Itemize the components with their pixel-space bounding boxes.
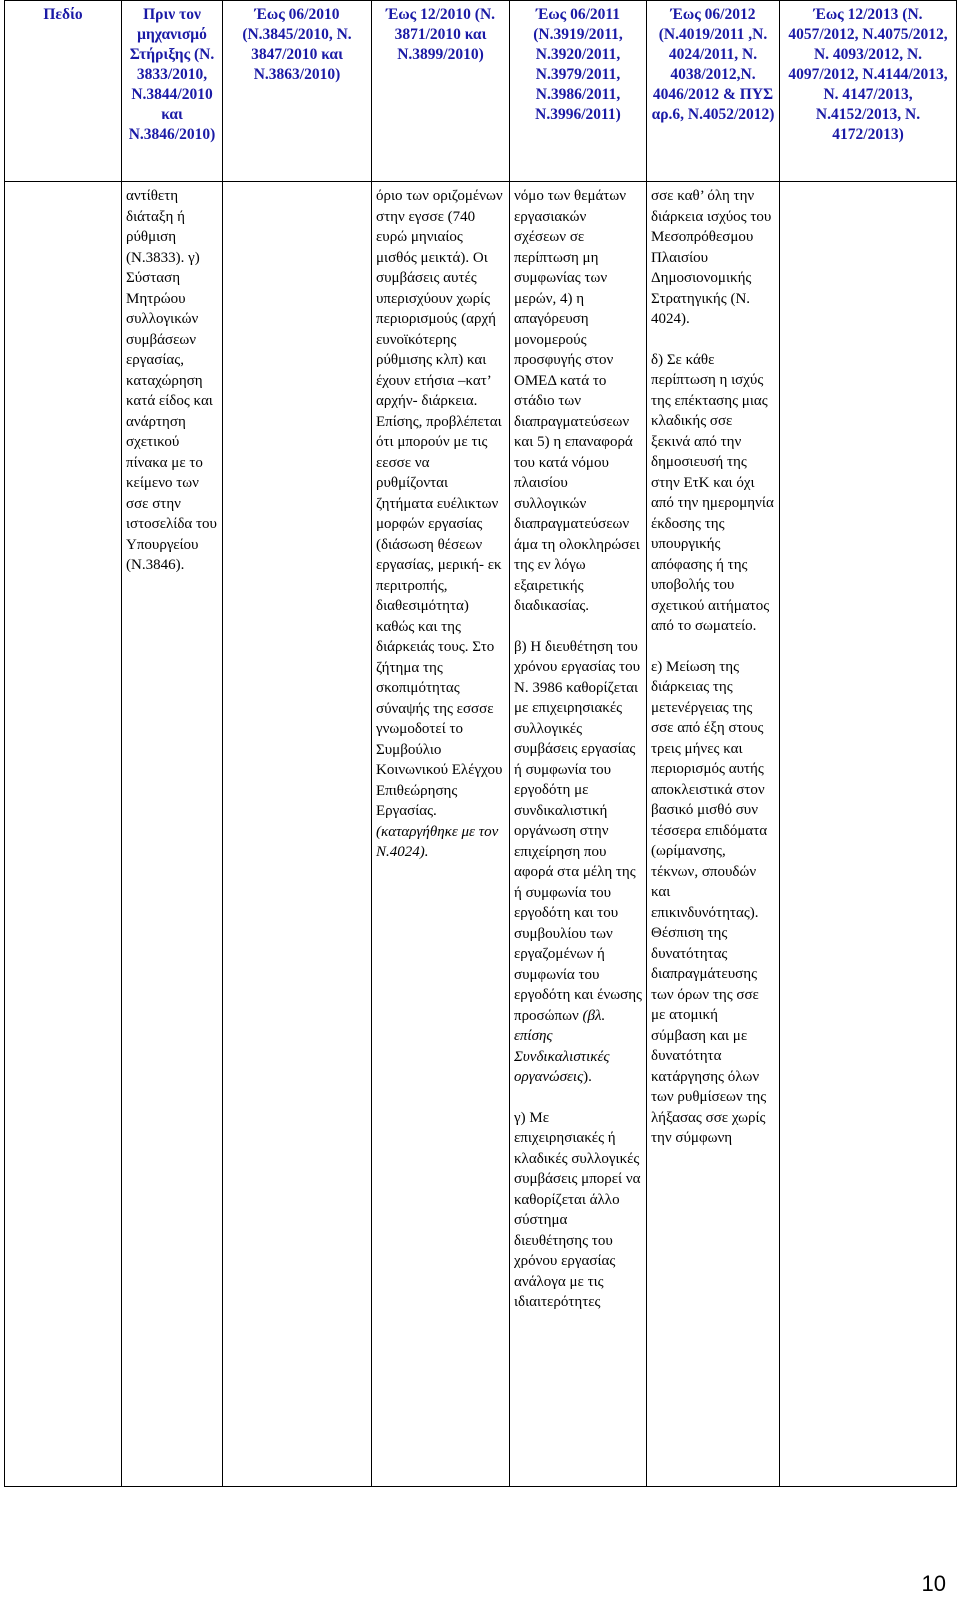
- paragraph: νόμο των θεμάτων εργασιακών σχέσεων σε περίπτωση μη συμφωνίας των μερών, 4) η απαγόρευση μονομερούς προσφυγής στον ΟΜΕΔ κατά το στάδιο των διαπραγματεύσεων και 5) η επαναφορά του κατά νόμου πλαισίου συλλογικών διαπραγματεύσεων άμα τη ολοκληρώσει της εν λόγω εξαιρετικής διαδικασίας.: [514, 188, 640, 614]
- cell-field: [5, 182, 122, 1487]
- cell-text-note: (καταργήθηκε με τον Ν.4024).: [376, 823, 499, 860]
- cell-text: αντίθετη διάταξη ή ρύθμιση (Ν.3833). γ) Σύσταση Μητρώου συλλογικών συμβάσεων εργασίας, καταχώρηση κατά είδος και ανάρτηση σχετικού πίνακα με το κείμενο των σσε στην ιστοσελίδα του Υπουργείου (Ν.3846).: [126, 188, 217, 573]
- cell-text: [376, 186, 505, 863]
- paragraph: σσε καθ’ όλη την διάρκεια ισχύος του Μεσοπρόθεσμου Πλαισίου Δημοσιονομικής Στρατηγικής (Ν. 4024).: [651, 188, 772, 327]
- paragraph: δ) Σε κάθε περίπτωση η ισχύς της επέκτασης μιας κλαδικής σσε ξεκινά από την δημοσιευσή της στην ΕτΚ και όχι από την ημερομηνία έκδοσης της υπουργικής απόφασης ή της υποβολής του σχετικού αιτήματος από το σωματείο.: [651, 351, 774, 634]
- page-number: 10: [921, 1571, 946, 1596]
- paragraph-note: (βλ. επίσης Συνδικαλιστικές οργανώσεις: [514, 1007, 610, 1085]
- paragraph-text: β) Η διευθέτηση του χρόνου εργασίας του Ν. 3986 καθορίζεται με επιχειρησιακές συλλογικές συμβάσεις εργασίας ή συμφωνία του εργοδότη με συνδικαλιστική οργάνωση στην επιχείρηση που αφορά στα μέλη της ή συμφωνία του εργοδότη και του συμβουλίου των εργαζομένων ή συμφωνία του εργοδότη και ένωσης προσώπων: [514, 638, 642, 1024]
- paragraph: γ) Με επιχειρησιακές ή κλαδικές συλλογικές συμβάσεις μπορεί να καθορίζεται άλλο σύστημα διευθέτησης του χρόνου εργασίας ανάλογα με τις ιδιαιτερότητες: [514, 1109, 641, 1310]
- cell-12-2013: [780, 182, 957, 1487]
- cell-text-main: όριο των οριζομένων στην εγσσε (740 ευρώ μηνιαίος μισθός μεικτά). Οι συμβάσεις αυτές υπερισχύουν χωρίς περιορισμούς (αρχή ευνοϊκότερης ρύθμισης κλπ) και έχουν ετήσια –κατ’ αρχήν- διάρκεια. Επίσης, προβλέπεται ότι μπορούν με τις εεσσε να ρυθμίζονται ζητήματα ευέλικτων μορφών εργασίας (διάσωση θέσεων εργασίας, μερική- εκ περιτροπής, διαθεσιμότητα) καθώς και της διάρκειάς τους. Στο ζήτημα της σκοπιμότητας σύναψής της εσσσε γνωμοδοτεί το Συμβούλιο Κοινωνικού Ελέγχου Επιθεώρησης Εργασίας.: [376, 188, 503, 819]
- header-row: [5, 1, 957, 182]
- paragraph: ε) Μείωση της διάρκειας της μετενέργειας της σσε από έξη στους τρεις μήνες και περιορισμός αυτής αποκλειστικά στον βασικό μισθό συν τέσσερα επιδόματα (ωρίμανσης, τέκνων, σπουδών και επικινδυνότητας). Θέσπιση της δυνατότητας διαπραγμάτευσης των όρων της σσε με ατομική σύμβαση και με δυνατότητα κατάργησης όλων των ρυθμίσεων της λήξασας σσε χωρίς την σύμφωνη: [651, 658, 768, 1146]
- header-06-2012: Έως 06/2012 (Ν.4019/2011 ,Ν. 4024/2011, Ν. 4038/2012,Ν. 4046/2012 & ΠΥΣ αρ.6, Ν.4052/2012): [647, 1, 780, 182]
- table-row: [5, 182, 957, 1487]
- cell-06-2012: [647, 182, 780, 1487]
- cell-06-2010: [223, 182, 372, 1487]
- header-06-2010: Έως 06/2010 (Ν.3845/2010, Ν. 3847/2010 και Ν.3863/2010): [223, 1, 372, 182]
- header-06-2011: Έως 06/2011 (Ν.3919/2011, Ν.3920/2011, Ν.3979/2011, Ν.3986/2011, Ν.3996/2011): [510, 1, 647, 182]
- header-before-support: Πριν τον μηχανισμό Στήριξης (Ν. 3833/2010, Ν.3844/2010 και Ν.3846/2010): [122, 1, 223, 182]
- header-field: Πεδίο: [5, 1, 122, 182]
- header-12-2010: Έως 12/2010 (Ν. 3871/2010 και Ν.3899/2010): [372, 1, 510, 182]
- paragraph-end: ).: [583, 1069, 592, 1085]
- cell-06-2011: [510, 182, 647, 1487]
- cell-12-2010: [372, 182, 510, 1487]
- header-12-2013: Έως 12/2013 (Ν. 4057/2012, Ν.4075/2012, Ν. 4093/2012, Ν. 4097/2012, Ν.4144/2013, Ν. 4147/2013, Ν.4152/2013, Ν. 4172/2013): [780, 1, 957, 182]
- paragraph: [514, 637, 642, 1088]
- cell-before-support: [122, 182, 223, 1487]
- comparison-table: [4, 0, 957, 1487]
